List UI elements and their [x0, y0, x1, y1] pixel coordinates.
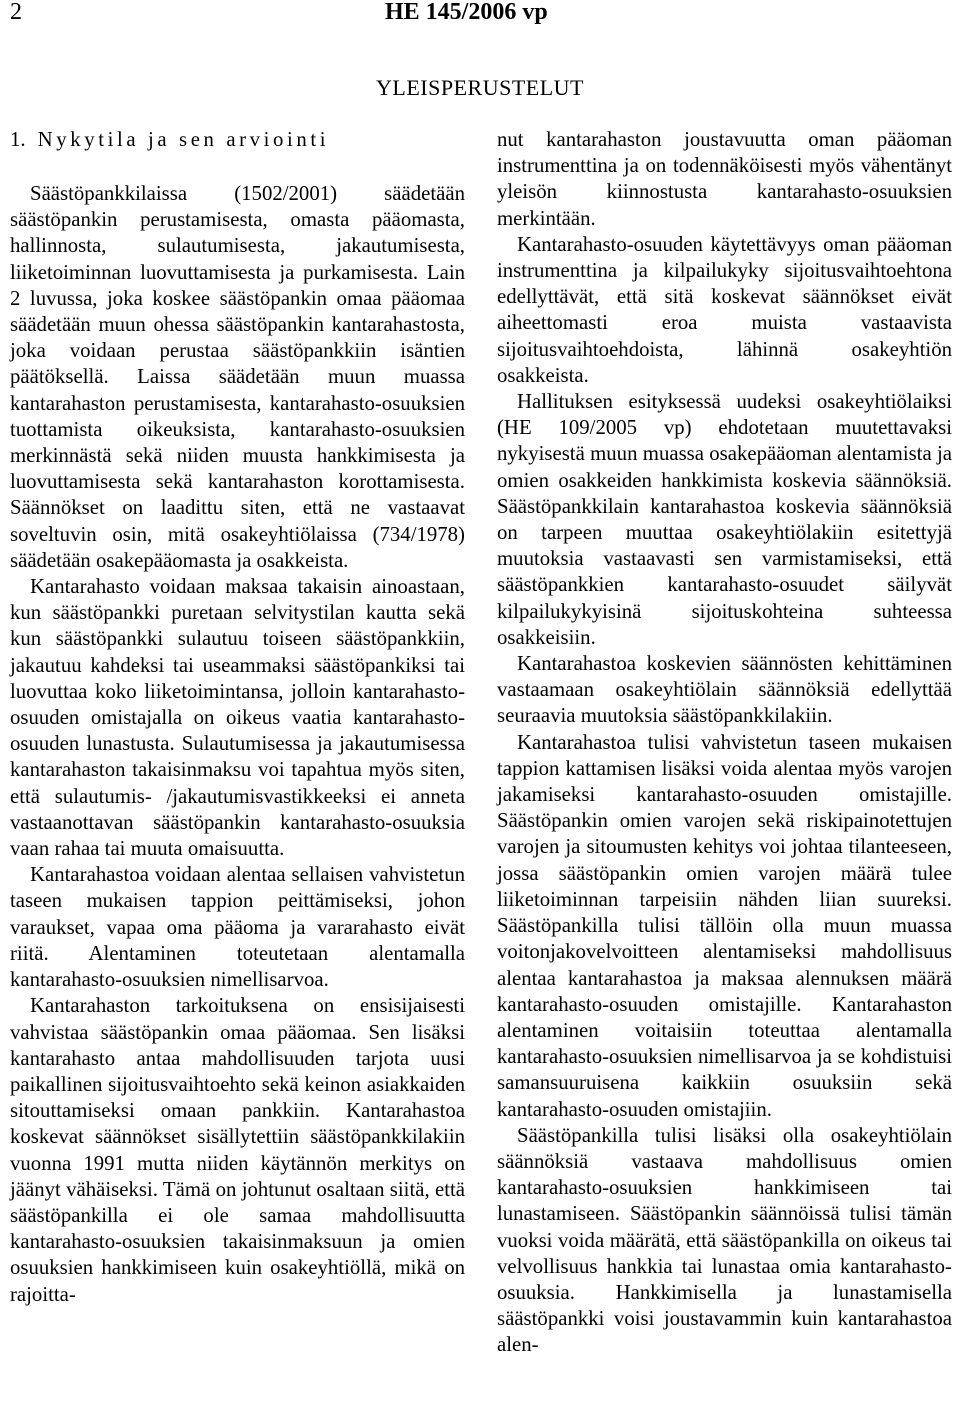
- subheading-number: 1.: [10, 128, 26, 151]
- paragraph: Kantarahaston tarkoituksena on ensisijaisesti vahvistaa säästöpankin omaa pääomaa. Sen lisäksi kantarahasto antaa mahdollisuuden tarjota uusi paikallinen sijoitusvaihtoehto sekä keinon asiakkaiden sitouttamiseksi omaan pankkiin. Kantarahastoa koskevat säännökset sisällytettiin säästöpankkilakiin vuonna 1991 mutta niiden käytännön merkitys on jäänyt vähäiseksi. Tämä on johtunut osaltaan siitä, että säästöpankilla ei ole samaa mahdollisuutta kantarahasto-osuuksien takaisinmaksuun ja omien osuuksien hankkimiseen kuin osakeyhtiöllä, mikä on rajoitta-: [10, 994, 465, 1306]
- subheading: [10, 127, 465, 153]
- paragraph: nut kantarahaston joustavuutta oman pääoman instrumenttina ja on todennäköisesti myös vähentänyt yleisön kiinnostusta kantarahasto-osuuksien merkintään.: [497, 128, 952, 230]
- paragraph: Kantarahastoa voidaan alentaa sellaisen vahvistetun taseen mukaisen tappion peittämiseksi, johon varaukset, vapaa oma pääoma ja vararahasto eivät riitä. Alentaminen toteutetaan alentamalla kantarahasto-osuuksien nimellisarvoa.: [10, 863, 465, 992]
- paragraph: Säästöpankkilaissa (1502/2001) säädetään säästöpankin perustamisesta, omasta pääomasta, hallinnosta, sulautumisesta, jakautumisesta, liiketoiminnan luovuttamisesta ja purkamisesta. Lain 2 luvussa, joka koskee säästöpankin omaa pääomaa säädetään muun ohessa säästöpankin kantarahastosta, joka voidaan perustaa säästöpankkiin isäntien päätöksellä. Laissa säädetään muun muassa kantarahaston perustamisesta, kantarahasto-osuuksien tuottamista oikeuksista, kantarahasto-osuuksien merkinnästä sekä niiden muusta hankkimisesta ja luovuttamisesta sekä kantarahaston korottamisesta. Säännökset on laadittu siten, että ne vastaavat soveltuvin osin, mitä osakeyhtiölaissa (734/1978) säädetään osakepääomasta ja osakkeista.: [10, 182, 465, 572]
- paragraph: Hallituksen esityksessä uudeksi osakeyhtiölaiksi (HE 109/2005 vp) ehdotetaan muutettavaksi nykyisestä muun muassa osakepääoman alentamista ja omien osakkeiden hankkimista koskevia säännöksiä. Säästöpankkilain kantarahastoa koskevia säännöksiä on tarpeen muuttaa osakeyhtiölakiin esitettyjä muutoksia vastaavasti sen varmistamiseksi, että säästöpankkien kantarahasto-osuudet säilyvät kilpailukykyisinä sijoituskohteina suhteessa osakkeisiin.: [497, 390, 952, 649]
- left-column: [10, 127, 465, 1308]
- paragraph: Säästöpankilla tulisi lisäksi olla osakeyhtiölain säännöksiä vastaava mahdollisuus omien kantarahasto-osuuksien hankkimiseen tai lunastamiseen. Säästöpankin säännöissä tulisi tämän vuoksi voida määrätä, että säästöpankilla on oikeus tai velvollisuus hankkia tai lunastaa omia kantarahasto-osuuksia. Hankkimisella ja lunastamisella säästöpankki voisi joustavammin kuin kantarahastoa alen-: [497, 1123, 952, 1357]
- paragraph: Kantarahasto-osuuden käytettävyys oman pääoman instrumenttina ja kilpailukyky sijoitusvaihtoehtona edellyttävät, että sitä koskevat säännökset eivät aiheettomasti eroa muista vastaavista sijoitusvaihtoehdoista, lähinnä osakeyhtiön osakkeista.: [497, 232, 952, 387]
- paragraph: Kantarahastoa koskevien säännösten kehittäminen vastaamaan osakeyhtiölain säännöksiä edellyttää seuraavia muutoksia säästöpankkilakiin.: [497, 652, 952, 728]
- paragraph: Kantarahasto voidaan maksaa takaisin ainoastaan, kun säästöpankki puretaan selvitystilan kautta sekä kun säästöpankki sulautuu toiseen säästöpankkiin, jakautuu kahdeksi tai useammaksi säästöpankiksi tai luovuttaa koko liiketoimintansa, jolloin kantarahasto-osuuden omistajalla on oikeus vaatia kantarahasto-osuuden lunastusta. Sulautumisessa ja jakautumisessa kantarahaston takaisinmaksu voi tapahtua myös siten, että sulautumis- /jakautumisvastikkeeksi ei anneta vastaanottavan säästöpankin kantarahasto-osuuksia vaan rahaa tai muuta omaisuutta.: [10, 575, 465, 861]
- section-heading: YLEISPERUSTELUT: [376, 75, 584, 100]
- document-id: HE 145/2006 vp: [385, 0, 548, 25]
- page-number: 2: [10, 0, 22, 25]
- subheading-text: Nykytila ja sen arviointi: [37, 128, 330, 151]
- paragraph: Kantarahastoa tulisi vahvistetun taseen mukaisen tappion kattamisen lisäksi voida alentaa myös varojen jakamiseksi kantarahasto-osuuden omistajille. Säästöpankin omien varojen sekä riskipainotettujen varojen ja sitoumusten kehitys voi johtaa tilanteeseen, jossa säästöpankin omien varojen määrä tulee liiketoiminnan tarpeisiin nähden liian suureksi. Säästöpankilla tulisi tällöin olla muun muassa voitonjakovelvoitteen alentamiseksi mahdollisuus alentaa kantarahastoa ja maksaa alennuksen määrä kantarahasto-osuuden omistajille. Kantarahaston alentaminen voitaisiin toteuttaa alentamalla kantarahasto-osuuksien nimellisarvoa ja se kohdistuisi samansuuruisena kaikkiin osuuksiin sekä kantarahasto-osuuden omistajiin.: [497, 730, 952, 1121]
- right-column: [497, 127, 952, 1359]
